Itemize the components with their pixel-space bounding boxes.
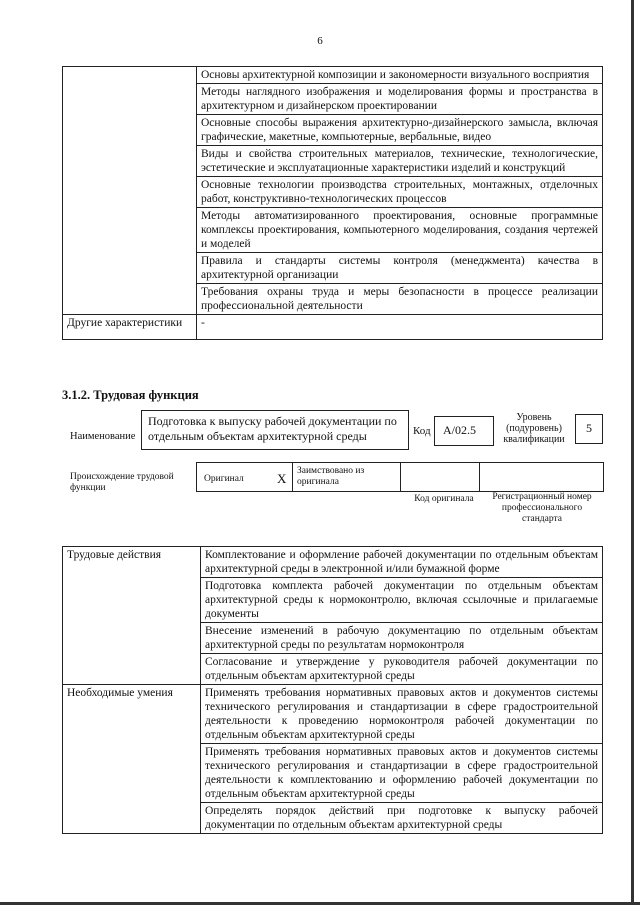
actions-label: Трудовые действия [63,547,201,685]
origin-divider-2 [400,462,401,492]
knowledge-item: Основные технологии производства строительных, монтажных, отделочных работ, конструктивно-технологических процессов [197,177,603,208]
borrowed-label: Заимствовано из оригинала [297,466,365,487]
knowledge-item: Методы автоматизированного проектирования, основные программные комплексы проектирования, компьютерного моделирования, создания чертежей и моделей [197,208,603,253]
reg-caption: Регистрационный номер профессионального стандарта [492,492,592,524]
skill-item: Определять порядок действий при подготовке к выпуску рабочей документации по отдельным объектам архитектурной среды [201,803,603,834]
scan-edge-right [631,0,634,905]
action-item: Внесение изменений в рабочую документацию по отдельным объектам архитектурной среды по результатам нормоконтроля [201,623,603,654]
level-value: 5 [586,421,592,435]
code-label: Код [413,425,431,437]
original-label: Оригинал [204,474,244,484]
table-row [63,67,603,84]
skill-item: Применять требования нормативных правовых актов и документов системы технического регулирования и стандартизации в сфере градостроительной деятельности к комплектованию и оформлению рабочей документации по отдельным объектам архитектурной среды [201,744,603,803]
table-row [63,547,603,578]
level-value-box [575,414,603,444]
name-label: Наименование [70,431,136,442]
table-row [63,685,603,744]
knowledge-item: Виды и свойства строительных материалов, технические, технологические, эстетические и эксплуатационные характеристики изделий и конструкций [197,146,603,177]
action-item: Согласование и утверждение у руководителя рабочей документации по отдельным объектам архитектурной среды [201,654,603,685]
code-value: A/02.5 [443,423,476,437]
page-number: 6 [317,35,323,47]
original-mark: X [277,471,287,486]
actions-skills-table [62,546,603,834]
function-name: Подготовка к выпуску рабочей документации по отдельным объектам архитектурной среды [148,414,397,443]
section-heading: 3.1.2. Трудовая функция [62,388,199,402]
knowledge-item: Основы архитектурной композиции и закономерности визуального восприятия [197,67,603,84]
knowledge-label-cell [63,67,197,315]
knowledge-table [62,66,603,340]
action-item: Комплектование и оформление рабочей документации по отдельным объектам архитектурной среды в электронной и/или бумажной форме [201,547,603,578]
skills-label: Необходимые умения [63,685,201,834]
other-characteristics-label: Другие характеристики [63,315,197,340]
origin-label: Происхождение трудовой функции [70,472,174,493]
origin-divider-3 [479,462,480,492]
name-value-box [141,410,409,450]
code-value-box [434,416,494,446]
level-label: Уровень (подуровень) квалификации [503,412,565,445]
knowledge-item: Основные способы выражения архитектурно-дизайнерского замысла, включая графические, макетные, компьютерные, вербальные, видео [197,115,603,146]
other-characteristics-value: - [197,315,603,340]
knowledge-item: Методы наглядного изображения и моделирования формы и пространства в архитектурном и дизайнерском проектировании [197,84,603,115]
table-row [63,315,603,340]
code-caption: Код оригинала [414,494,474,504]
origin-divider-1 [292,462,293,492]
knowledge-item: Правила и стандарты системы контроля (менеджмента) качества в архитектурной организации [197,253,603,284]
skill-item: Применять требования нормативных правовых актов и документов системы технического регулирования и стандартизации в сфере градостроительной деятельности к проведению нормоконтроля рабочей документации по отдельным объектам архитектурной среды [201,685,603,744]
action-item: Подготовка комплекта рабочей документации по отдельным объектам архитектурной среды к нормоконтролю, включая ссылочные и прилагаемые документы [201,578,603,623]
knowledge-item: Требования охраны труда и меры безопасности в процессе реализации профессиональной деятельности [197,284,603,315]
